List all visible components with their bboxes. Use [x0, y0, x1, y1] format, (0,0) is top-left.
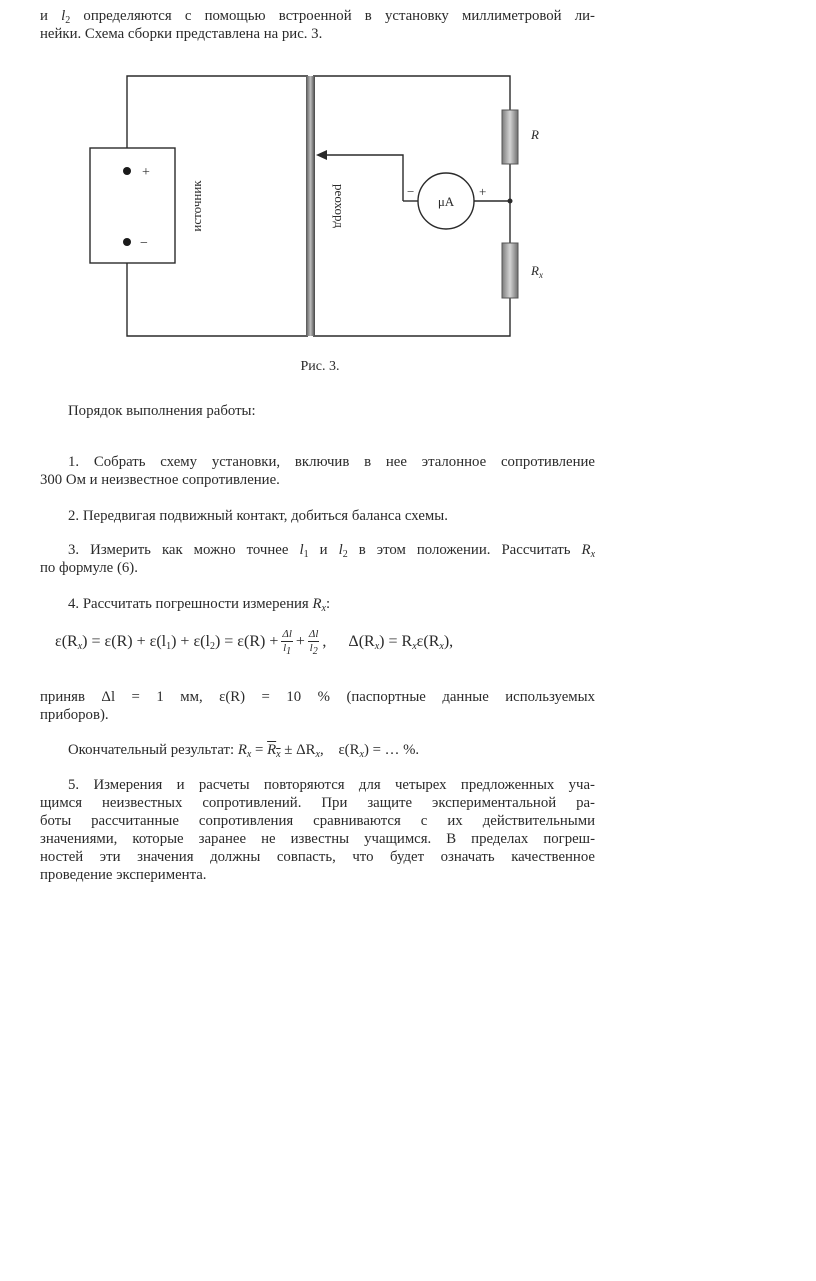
- accepting-line-2: приборов).: [40, 707, 109, 723]
- terminal-minus: [123, 238, 131, 246]
- meter-label: μA: [437, 194, 455, 209]
- final-result: Окончательный результат: $R_x = R_x \pm \Delta R_x$, $\varepsilon(R_x)$ = … %.: [68, 742, 420, 760]
- source-box: [90, 148, 175, 263]
- step-5-line-4: значениями, которые заранее не известны учащимся. В пределах погреш-: [40, 831, 595, 847]
- intro-line-1: и $l_2$ определяются с помощью встроенной в установку миллиметровой ли-: [40, 8, 595, 26]
- wire-left-loop: [127, 76, 308, 148]
- step-2: 2. Передвигая подвижный контакт, добиться баланса схемы.: [68, 508, 448, 524]
- resistor-r: [502, 110, 518, 164]
- meter-minus: −: [407, 184, 415, 199]
- step-5-line-2: щимся неизвестных сопротивлений. При защите экспериментальной ра-: [40, 795, 595, 811]
- wire-left-loop-bottom: [127, 263, 308, 336]
- source-label: источник: [189, 180, 204, 232]
- rheochord-label: реохорд: [332, 184, 347, 228]
- intro-line-2: нейки. Схема сборки представлена на рис. 3.: [40, 26, 323, 42]
- step-5-line-1: 5. Измерения и расчеты повторяются для четырех предложенных уча-: [68, 777, 595, 793]
- figure-caption: Рис. 3.: [300, 359, 340, 374]
- r-label: R: [531, 127, 539, 142]
- minus-sign: −: [140, 236, 148, 251]
- resistor-rx: [502, 243, 518, 298]
- step-4: 4. Рассчитать погрешности измерения $R_x$:: [68, 596, 331, 614]
- procedure-heading: Порядок выполнения работы:: [68, 403, 256, 419]
- slider-arrow-icon: [316, 150, 327, 160]
- accepting-line-1: приняв Δl = 1 мм, ε(R) = 10 % (паспортные данные используемых: [40, 689, 595, 705]
- circuit-diagram: [0, 0, 640, 350]
- rx-label: $R_x$: [531, 263, 543, 280]
- step-3-line-2: по формуле (6).: [40, 560, 138, 576]
- step-5-line-3: боты рассчитанные сопротивления сравниваются с их действительными: [40, 813, 595, 829]
- wire-right-bottom: [313, 298, 510, 336]
- step-1-line-2: 300 Ом и неизвестное сопротивление.: [40, 472, 280, 488]
- junction-dot: [508, 199, 513, 204]
- fraction-dl-l2: $\frac{\Delta l}{l_2}$: [308, 628, 319, 657]
- meter-plus: +: [479, 184, 487, 199]
- step-5-line-6: проведение эксперимента.: [40, 867, 207, 883]
- wire-right-top: [313, 76, 510, 110]
- step-1-line-1: 1. Собрать схему установки, включив в нее эталонное сопротивление: [68, 454, 595, 470]
- fraction-dl-l1: $\frac{\Delta l}{l_1}$: [282, 628, 292, 657]
- error-formula: $\varepsilon(R_x) = \varepsilon(R) + \varepsilon(l_1) + \varepsilon(l_2) = \varepsilon(R)$ + $\frac{\Delta l}{l_1}$ + $\frac{\Delta l}{l_2}$ , $\Delta(R_x) = R_x\varepsilon(R_x)$,: [55, 628, 454, 657]
- rheochord-rod: [306, 76, 315, 336]
- step-5-line-5: ностей эти значения должны совпасть, что будет означать качественное: [40, 849, 595, 865]
- plus-sign: +: [142, 165, 150, 180]
- step-3-line-1: 3. Измерить как можно точнее $l_1$ и $l_2$ в этом положении. Рассчитать $R_x$: [68, 542, 596, 560]
- terminal-plus: [123, 167, 131, 175]
